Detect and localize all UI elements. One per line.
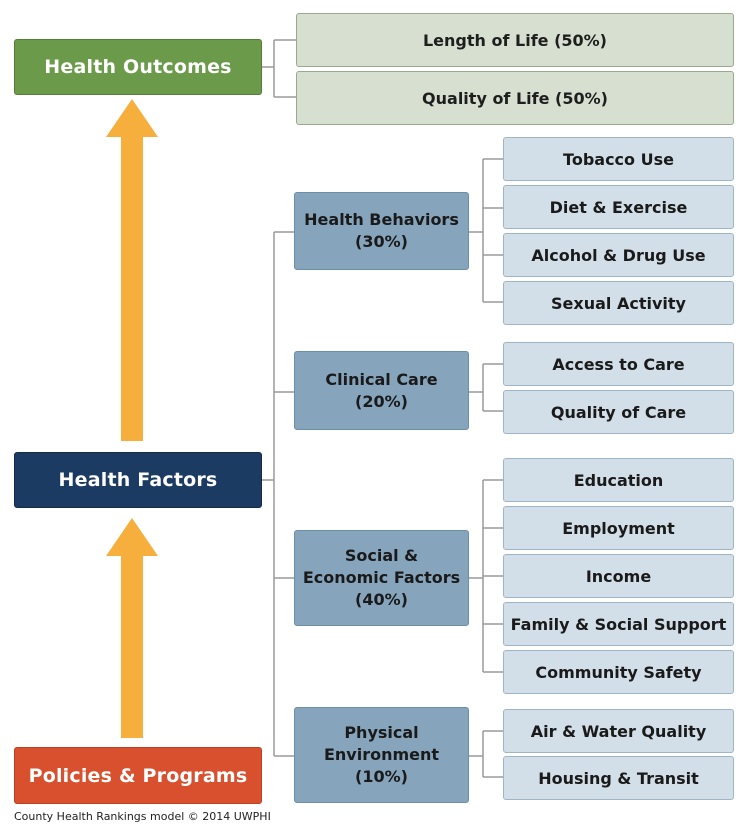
factor-item-income: Income xyxy=(503,554,734,598)
environment-connector xyxy=(469,731,503,777)
factor-item-access-to-care: Access to Care xyxy=(503,342,734,386)
category-physical-environment: Physical Environment (10%) xyxy=(294,707,469,803)
health-outcomes-box: Health Outcomes xyxy=(14,39,262,95)
policies-programs-box: Policies & Programs xyxy=(14,747,262,804)
factor-item-community-safety: Community Safety xyxy=(503,650,734,694)
factor-item-diet-exercise: Diet & Exercise xyxy=(503,185,734,229)
factor-item-alcohol-drug-use: Alcohol & Drug Use xyxy=(503,233,734,277)
category-clinical-care: Clinical Care (20%) xyxy=(294,351,469,430)
social-connector xyxy=(469,480,503,672)
health-factors-box: Health Factors xyxy=(14,452,262,508)
behaviors-connector xyxy=(469,159,503,302)
factor-item-education: Education xyxy=(503,458,734,502)
clinical-connector xyxy=(469,364,503,411)
category-health-behaviors: Health Behaviors (30%) xyxy=(294,192,469,270)
copyright-credit: County Health Rankings model © 2014 UWPHI xyxy=(14,810,271,823)
arrows xyxy=(106,99,158,738)
outcomes-connector xyxy=(262,40,296,97)
outcome-item-length-of-life: Length of Life (50%) xyxy=(296,13,734,67)
outcome-item-quality-of-life: Quality of Life (50%) xyxy=(296,71,734,125)
factor-item-air-water-quality: Air & Water Quality xyxy=(503,709,734,753)
factors-trunk xyxy=(262,232,294,756)
arrow-up-to-factors xyxy=(106,518,158,738)
factor-item-tobacco-use: Tobacco Use xyxy=(503,137,734,181)
factor-item-family-social-support: Family & Social Support xyxy=(503,602,734,646)
factor-item-employment: Employment xyxy=(503,506,734,550)
factor-item-housing-transit: Housing & Transit xyxy=(503,756,734,800)
factor-item-quality-of-care: Quality of Care xyxy=(503,390,734,434)
arrow-up-to-outcomes xyxy=(106,99,158,441)
category-social-economic: Social & Economic Factors (40%) xyxy=(294,530,469,626)
factor-item-sexual-activity: Sexual Activity xyxy=(503,281,734,325)
